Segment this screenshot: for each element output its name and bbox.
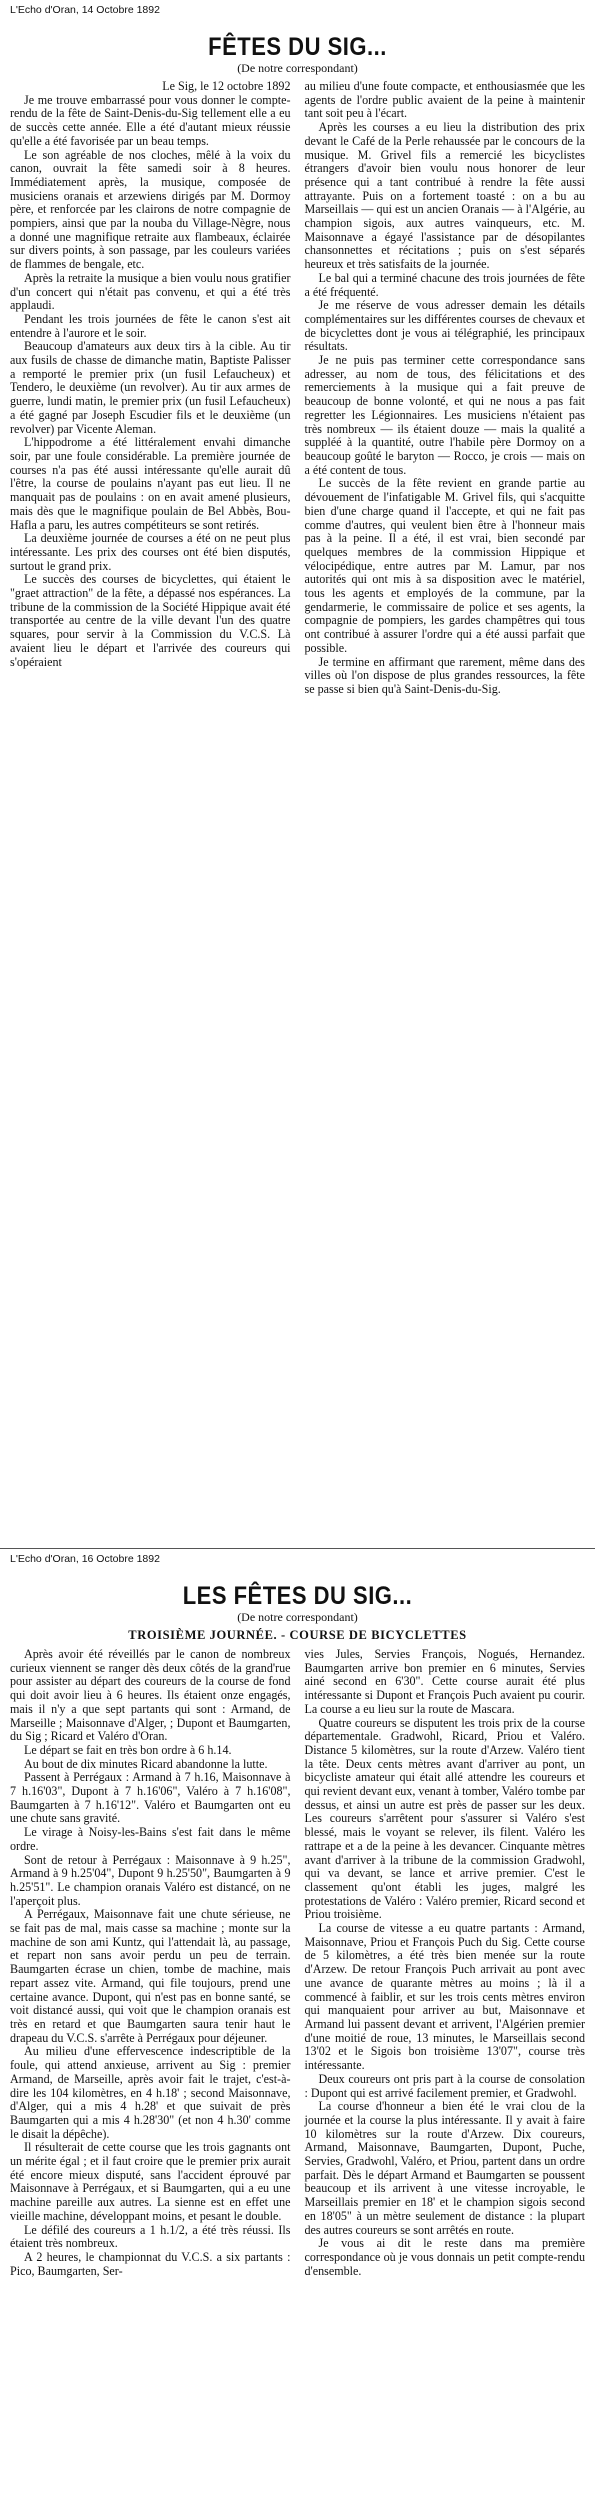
paragraph: A 2 heures, le championnat du V.C.S. a six partants : Pico, Baumgarten, Ser- xyxy=(10,2249,291,2278)
article-fetes-du-sig-1 xyxy=(10,0,585,1540)
article-title: FÊTES DU SIG... xyxy=(208,32,387,61)
paragraph: Deux coureurs ont pris part à la course de consolation : Dupont qui est arrivé facilement premier, et Gradwohl. xyxy=(304,2071,585,2100)
paragraph: Beaucoup d'amateurs aux deux tirs à la cible. Au tir aux fusils de chasse de dimanche matin, Baptiste Palisser a remporté le premier prix (un fusil Lefaucheux) et Tendero, le deuxième (un revolver). Au tir aux armes de guerre, lundi matin, le premier prix (un fusil Lefaucheux) a été gagné par Joseph Escudier fils et le deuxième (un revolver) par Vicente Aleman. xyxy=(10,339,291,436)
paragraph: Le succès des courses de bicyclettes, qui étaient le "graet attraction" de la fête, a dépassé nos espérances. La tribune de la commission de la Société Hippique avait été transportée au centre de la ville devant l'un des quatre squares, pour servir à la Commission du V.C.S. Là avaient lieu le départ et l'arrivée des coureurs qui s'opéraient xyxy=(10,572,291,669)
article-title: LES FÊTES DU SIG... xyxy=(182,1581,413,1610)
paragraph: Il résulterait de cette course que les trois gagnants ont un mérite égal ; et il faut croire que le premier prix aurait été encore mieux disputé, sans l'accident éprouvé par Maisonnave à Perrégaux, et si Baumgarten, qui a eu une machine pareille aux autres. La sienne est en effet une vieille machine, développant moins, et pesant le double. xyxy=(10,2140,291,2223)
article-columns xyxy=(10,80,585,1540)
article-columns xyxy=(10,1648,585,2508)
paragraph: Après avoir été réveillés par le canon de nombreux curieux viennent se ranger dès deux côtés de la grand'rue pour assister au départ des coureurs de la course de fond qui doit avoir lieu à 6 heures. Ils étaient onze engagés, mais il n'y a que sept partants qui sont : Armand, de Marseille ; Maisonnave d'Alger, ; Dupont et Baumgarten, du Sig ; Ricard et Valéro d'Oran. xyxy=(10,1647,291,1744)
paragraph: Au milieu d'une effervescence indescriptible de la foule, qui attend anxieuse, arrivent au Sig : premier Armand, de Marseille, après avoir fait le trajet, c'est-à-dire les 104 kilomètres, en 4 h.18' ; second Maisonnave, d'Alger, qui a mis 4 h.28' et que suivait de près Baumgarten qui a mis 4 h.28'30" (et non 4 h.30' comme le disait la dépêche). xyxy=(10,2044,291,2141)
paragraph: L'hippodrome a été littéralement envahi dimanche soir, par une foule considérable. La première journée de courses n'a pas été aussi intéressante qu'elle aurait dû l'être, la course de poulains n'ayant pas eut lieu. Il ne manquait pas de poulains : on en avait amené plusieurs, mais dès que le magnifique poulain de Bel Abbès, Bou-Hafla a paru, les autres compétiteurs se sont retirés. xyxy=(10,435,291,532)
paragraph: Je ne puis pas terminer cette correspondance sans adresser, au nom de tous, des félicitations et des remerciements à la musique qui a fait preuve de beaucoup de bonne volonté, et qui ne nous a pas fait regretter les Légionnaires. Les musiciens n'étaient pas très nombreux — ils étaient douze — mais la qualité a suppléé à la quantité, outre l'habile père Dormoy on a beaucoup goûté le baryton — Rocco, je crois — mais on a été content de tous. xyxy=(304,353,585,477)
article-source: L'Echo d'Oran, 16 Octobre 1892 xyxy=(10,1553,160,1565)
paragraph: La course de vitesse a eu quatre partants : Armand, Maisonnave, Priou et François Puch du Sig. Cette course de 5 kilomètres, a été très bien menée sur la route d'Arzew. De retour François Puch arrivait au pont avec une avance de quarante mètres au moins ; là il a commencé à faiblir, et sur les trois cents mètres environ qui manquaient pour arriver au but, Maisonnave et Armand lui passent devant et arrivent, l'Algérien premier d'une moitié de roue, 13 minutes, le Marseillais second 13'02 et le Sigois bon troisième 13'07", course très intéressante. xyxy=(304,1921,585,2073)
paragraph: Je vous ai dit le reste dans ma première correspondance où je vous donnais un petit compte-rendu d'ensemble. xyxy=(304,2236,585,2278)
left-column xyxy=(10,1648,291,2508)
article-fetes-du-sig-2 xyxy=(10,1549,585,2508)
paragraph: La course d'honneur a bien été le vrai clou de la journée et la course la plus intéressante. Il y avait à faire 10 kilomètres sur la route d'Arzew. Dix coureurs, Armand, Maisonnave, Baumgarten, Dupont, Puche, Servies, Gradwohl, Valéro, et Priou, partent dans un ordre parfait. Dès le départ Armand et Baumgarten se poussent beaucoup et ils arrivent à une vitesse incroyable, le Marseillais premier en 18' et le champion sigois second en 18'05" à un mètre seulement de distance : la plupart des autres coureurs se sont arrêtés en route. xyxy=(304,2099,585,2237)
right-column xyxy=(305,1648,586,2508)
paragraph: A Perrégaux, Maisonnave fait une chute sérieuse, ne se fait pas de mal, mais casse sa machine ; monte sur la machine de son ami Kuntz, qui l'attendait là, au passage, et repart non sans avoir perdu un peu de terrain. Baumgarten écrase un chien, tombe de machine, mais repart assez vite. Armand, qui file toujours, prend une certaine avance. Dupont, qui n'est pas en bonne santé, se voit distancé aussi, qui voit que le champion oranais est très en retard et que Baumgarten saura tenir haut le drapeau du V.C.S. s'arrête à Perrégaux pour déjeuner. xyxy=(10,1907,291,2045)
article-subtitle: (De notre correspondant) xyxy=(237,61,358,75)
paragraph: Au bout de dix minutes Ricard abandonne la lutte. xyxy=(24,1756,268,1771)
paragraph: Je termine en affirmant que rarement, même dans des villes où l'on dispose de plus grandes ressources, la fête se passe si bien qu'à Saint-Denis-du-Sig. xyxy=(304,654,585,696)
paragraph: Passent à Perrégaux : Armand à 7 h.16, Maisonnave à 7 h.16'03", Dupont à 7 h.16'06", Valéro à 7 h.16'08", Baumgarten à 7 h.16'12". Valéro et Baumgarten ont eu une chute sans gravité. xyxy=(10,1770,291,1826)
paragraph: Pendant les trois journées de fête le canon s'est ait entendre à l'aurore et le soir. xyxy=(10,311,291,340)
paragraph: Après la retraite la musique a bien voulu nous gratifier d'un concert qui n'était pas convenu, et qui a été très applaudi. xyxy=(10,270,291,313)
dateline: Le Sig, le 12 octobre 1892 xyxy=(162,79,291,93)
article-subtitle: (De notre correspondant) xyxy=(237,1610,358,1624)
paragraph: Le son agréable de nos cloches, mêlé à la voix du canon, ouvrait la fête samedi soir à 8 heures. Immédiatement après, la musique, composée de musiciens oranais et arzewiens dirigés par M. Dormoy père, et renforcée par les clairons de notre compagnie de pompiers, ainsi que par la nouba du Village-Nègre, nous a donné une magnifique retraite aux flambeaux, éclairée sur divers points, à son passage, par les couleurs variées de flammes de bengale, etc. xyxy=(10,147,291,272)
paragraph: Quatre coureurs se disputent les trois prix de la course départementale. Gradwohl, Ricard, Priou et Valéro. Distance 5 kilomètres, sur la route d'Arzew. Valéro tient la tête. Deux cents mètres avant d'arriver au pont, un bicycliste amateur qui était allé attendre les coureurs et qui revient devant eux, venant à tomber, Valéro tombe par dessus, et ainsi un autre est près de passer sur les deux. Les coureurs s'arrêtent pour s'assurer si Valéro s'est blessé, mais le voyant se relever, ils filent. Valéro les rattrape et a de la peine à les devancer. Cinquante mètres avant d'arriver à la tribune de la commission Gradwohl, qui va devant, se lance et arrive premier. C'est le classement qu'ont établi les juges, malgré les protestations de Valéro : Valéro premier, Ricard second et Priou troisième. xyxy=(304,1715,585,1922)
paragraph: Le bal qui a terminé chacune des trois journées de fête a été fréquenté. xyxy=(304,270,585,299)
paragraph: La deuxième journée de courses a été on ne peut plus intéressante. Les prix des courses ont été bien disputés, surtout le grand prix. xyxy=(10,531,291,573)
paragraph: Sont de retour à Perrégaux : Maisonnave à 9 h.25", Armand à 9 h.25'04", Dupont 9 h.25'50", Baumgarten à 9 h.25'51". Le champion oranais Valéro est distancé, on ne l'aperçoit plus. xyxy=(10,1852,291,1908)
paragraph: au milieu d'une foute compacte, et enthousiasmée que les agents de l'ordre public avaient de la peine à maintenir tant soit peu à l'écart. xyxy=(304,79,585,121)
right-column xyxy=(305,80,586,1540)
paragraph: Le départ se fait en très bon ordre à 6 h.14. xyxy=(24,1742,232,1757)
paragraph: Le virage à Noisy-les-Bains s'est fait dans le même ordre. xyxy=(10,1825,291,1853)
paragraph: Je me trouve embarrassé pour vous donner le compte-rendu de la fête de Saint-Denis-du-Sig tellement elle a eu de succès cette année. Elle a été d'autant mieux réussie qu'elle a été favorisée par un beau temps. xyxy=(10,92,291,148)
paragraph: vies Jules, Servies François, Nogués, Hernandez. Baumgarten arrive bon premier en 6 minutes, Servies ainé second en 6'30". Cette course aurait été plus intéressante si Dupont et François Puch avaient pu courir. La course a eu lieu sur la route de Mascara. xyxy=(304,1647,585,1716)
article-source: L'Echo d'Oran, 14 Octobre 1892 xyxy=(10,4,160,16)
section-heading: TROISIÈME JOURNÉE. - COURSE DE BICYCLETTES xyxy=(128,1628,467,1642)
paragraph: Le défilé des coureurs a 1 h.1/2, a été très réussi. Ils étaient très nombreux. xyxy=(10,2222,291,2251)
paragraph: Le succès de la fête revient en grande partie au dévouement de l'infatigable M. Grivel fils, qui s'acquitte bien d'une charge quand il l'accepte, et qui ne fait pas comme d'autres, qui veulent bien être à l'honneur mais pas à la peine. Il a été, il est vrai, bien secondé par quelques membres de la commission Hippique et vélocipédique, entre autres par M. Lamur, par nos autorités qui ont mis à sa disposition avec le matériel, tous les agents et employés de la commune, par la gendarmerie, le commissaire de police et ses agents, la compagnie de pompiers, les gardes champêtres qui tous ont contribué à assurer l'ordre qui a été aussi parfait que possible. xyxy=(304,476,585,655)
left-column xyxy=(10,80,291,1540)
paragraph: Après les courses a eu lieu la distribution des prix devant le Café de la Perle rehaussée par le concours de la musique. M. Grivel fils a remercié les bicyclistes étrangers d'avoir bien voulu nous honorer de leur présence qui a tant contribué à rendre la fête aussi attrayante. Puis on a fortement toasté : on a bu au Marseillais — qui est un ancien Oranais — à l'Algérie, au champion sigois, aux autres vainqueurs, etc. M. Maisonnave a égayé l'assistance par de désopilantes chansonnettes et récitations ; puis on s'est séparés heureux et très satisfaits de la journée. xyxy=(304,120,585,272)
paragraph: Je me réserve de vous adresser demain les détails complémentaires sur les différentes courses de chevaux et de bicyclettes dont je vous ai télégraphié, les principaux résultats. xyxy=(304,298,585,354)
